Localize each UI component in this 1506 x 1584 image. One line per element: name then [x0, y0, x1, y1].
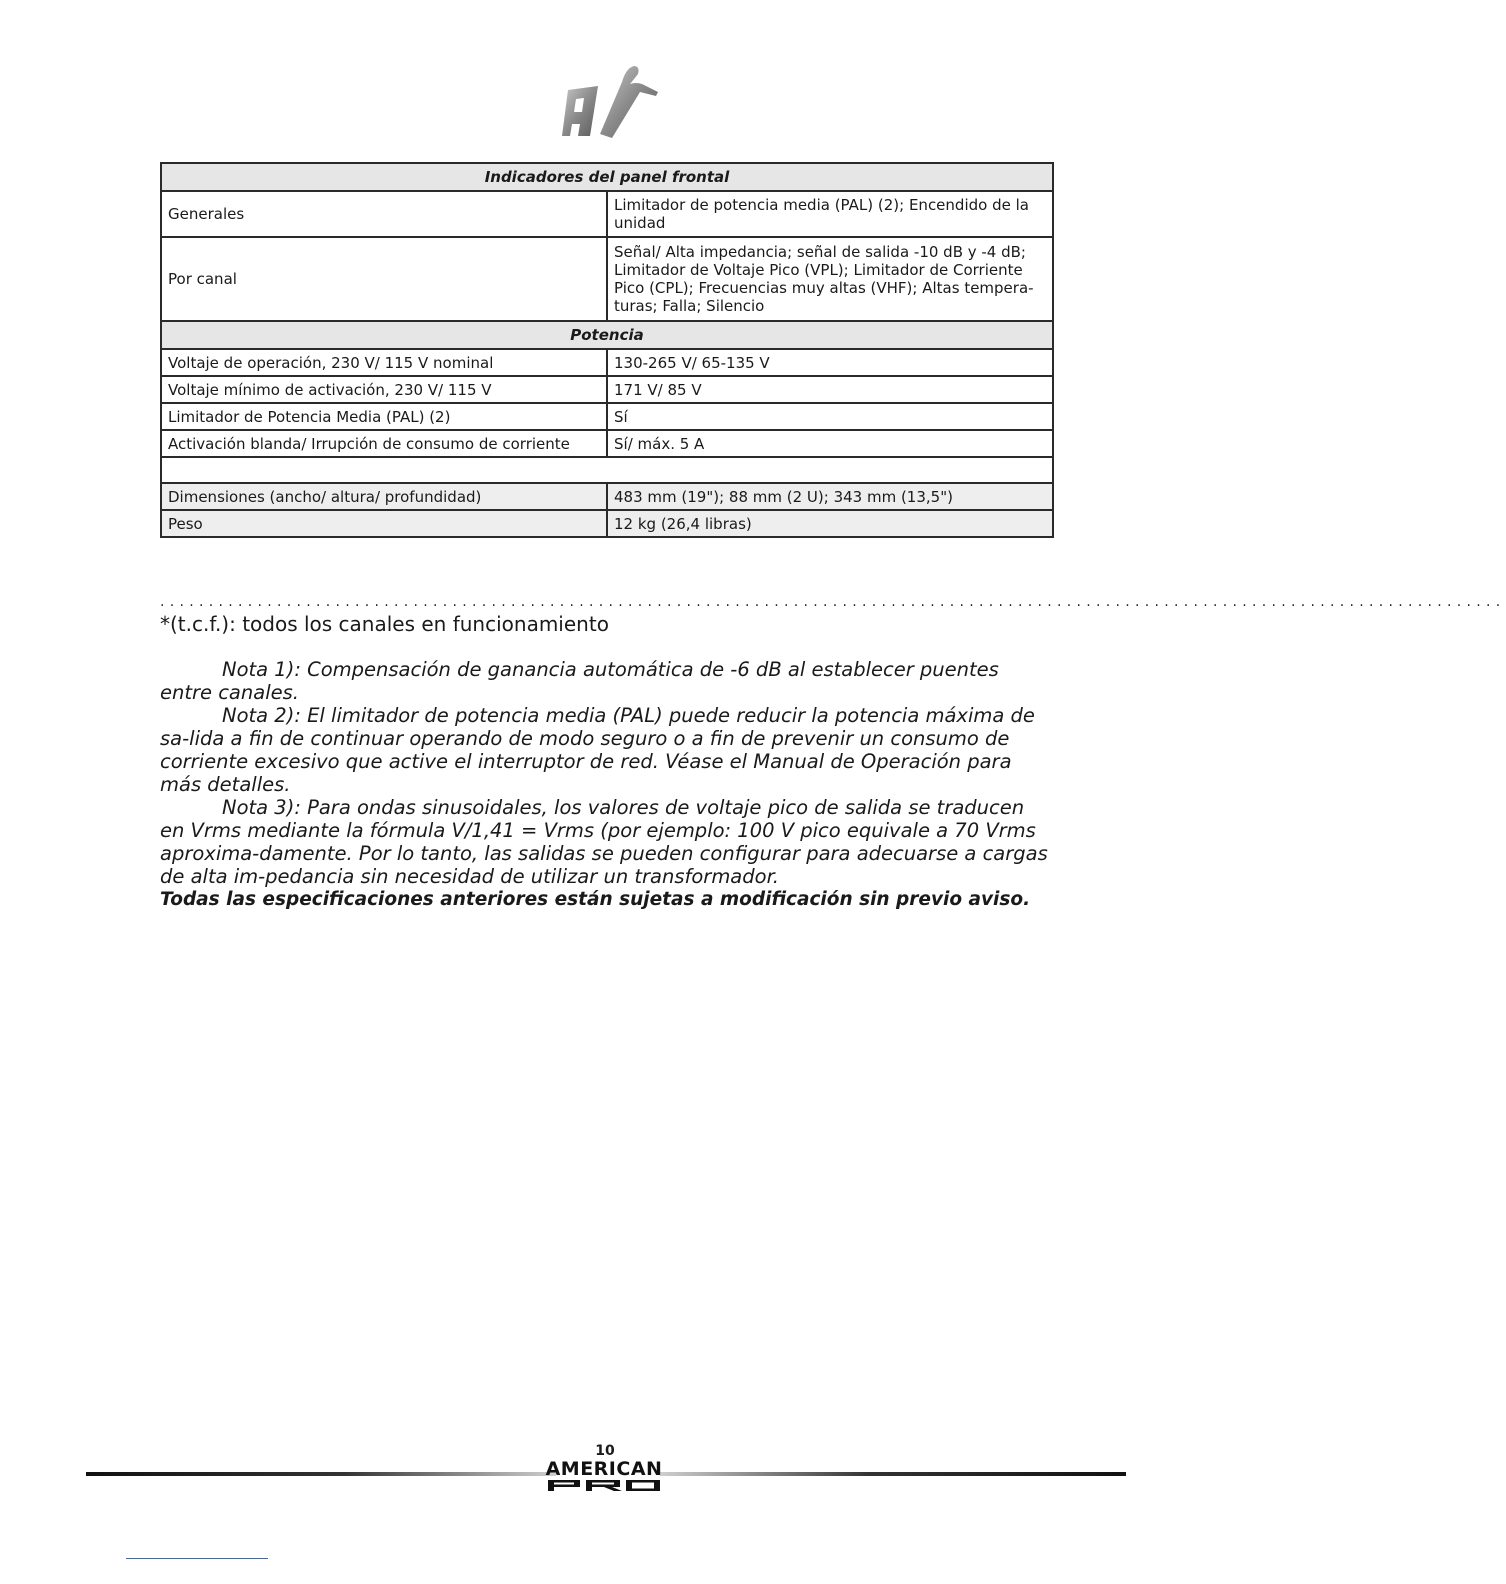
link-underline [126, 1558, 268, 1559]
row-label: Activación blanda/ Irrupción de consumo de corriente [161, 430, 607, 457]
table-row [161, 483, 1053, 510]
page-number: 10 [595, 1443, 615, 1459]
row-label: Voltaje de operación, 230 V/ 115 V nominal [161, 349, 607, 376]
row-value: Limitador de potencia media (PAL) (2); Encendido de la unidad [607, 191, 1053, 237]
row-label: Peso [161, 510, 607, 537]
table-row [161, 510, 1053, 537]
note-1-text: Nota 1): Compensación de ganancia automática de -6 dB al establecer puentes entre canales. [160, 658, 999, 704]
section-header-row [161, 321, 1053, 349]
note-3-text: Nota 3): Para ondas sinusoidales, los valores de voltaje pico de salida se traducen en Vrms mediante la fórmula V/1,41 = Vrms (por ejemplo: 100 V pico equivale a 70 Vrms aproxima-damente. Por lo tanto, las salidas se pueden configurar para adecuarse a cargas de alta im-pedancia sin necesidad de utilizar un transformador. [160, 796, 1048, 888]
footnote-tcf: *(t.c.f.): todos los canales en funcionamiento [160, 612, 609, 636]
row-label: Dimensiones (ancho/ altura/ profundidad) [161, 483, 607, 510]
row-value: 171 V/ 85 V [607, 376, 1053, 403]
note-3 [160, 796, 1054, 888]
row-label: Por canal [161, 237, 607, 321]
table-row [161, 430, 1053, 457]
section-title-indicadores: Indicadores del panel frontal [161, 163, 1053, 191]
row-label: Limitador de Potencia Media (PAL) (2) [161, 403, 607, 430]
table-row [161, 349, 1053, 376]
specifications-table [160, 162, 1054, 538]
row-value: Señal/ Alta impedancia; señal de salida -10 dB y -4 dB; Limitador de Voltaje Pico (VPL); Limitador de Corriente Pico (CPL); Frecuencias muy altas (VHF); Altas tempera-turas; Falla; Silencio [607, 237, 1053, 321]
table-row [161, 237, 1053, 321]
notes-block [160, 658, 1054, 888]
section-header-row [161, 163, 1053, 191]
row-value: Sí/ máx. 5 A [607, 430, 1053, 457]
row-value: 12 kg (26,4 libras) [607, 510, 1053, 537]
section-title-potencia: Potencia [161, 321, 1053, 349]
blank-cell [161, 457, 1053, 483]
blank-row [161, 457, 1053, 483]
row-value: Sí [607, 403, 1053, 430]
table-row [161, 403, 1053, 430]
brand-name: AMERICAN [545, 1458, 663, 1480]
row-value: 483 mm (19"); 88 mm (2 U); 343 mm (13,5") [607, 483, 1053, 510]
american-pro-logo [540, 1458, 668, 1494]
note-2 [160, 704, 1054, 796]
disclaimer: Todas las especificaciones anteriores están sujetas a modificación sin previo aviso. [160, 889, 1031, 910]
note-2-text: Nota 2): El limitador de potencia media (PAL) puede reducir la potencia máxima de sa-lida a fin de continuar operando de modo seguro o a fin de prevenir un consumo de corriente excesivo que active el interruptor de red. Véase el Manual de Operación para más detalles. [160, 704, 1035, 796]
footer-rule-right [660, 1472, 1126, 1476]
footer-rule-left [86, 1472, 556, 1476]
row-value: 130-265 V/ 65-135 V [607, 349, 1053, 376]
av-logo-icon [560, 62, 660, 142]
note-1 [160, 658, 1054, 704]
row-label: Voltaje mínimo de activación, 230 V/ 115 V [161, 376, 607, 403]
pro-logo-icon [546, 1479, 662, 1492]
table-row [161, 191, 1053, 237]
table-row [161, 376, 1053, 403]
dotted-separator: .......................................................................................................................................... [160, 594, 1506, 610]
row-label: Generales [161, 191, 607, 237]
